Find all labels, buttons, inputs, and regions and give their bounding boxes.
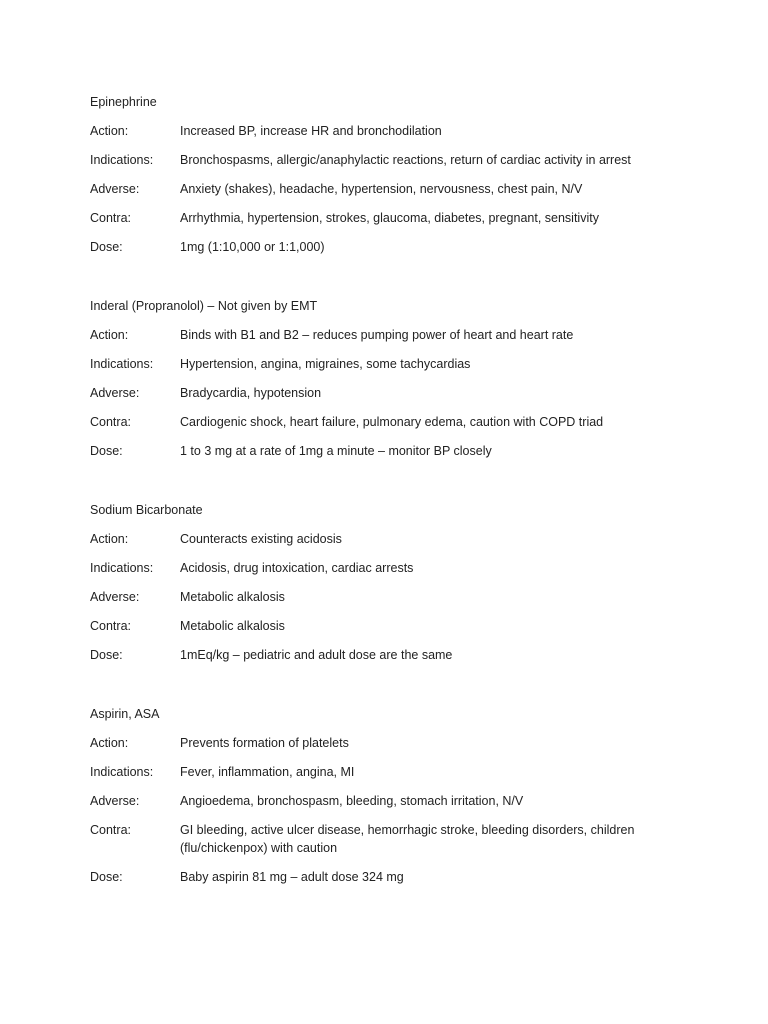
drug-title: Aspirin, ASA — [90, 707, 160, 721]
adverse-value: Bradycardia, hypotension — [180, 386, 322, 400]
action-value: Prevents formation of platelets — [180, 736, 349, 750]
indications-row — [90, 559, 690, 577]
contra-value: GI bleeding, active ulcer disease, hemorrhagic stroke, bleeding disorders, children (flu/chickenpox) with caution — [180, 823, 635, 855]
dose-row — [90, 442, 690, 460]
action-value: Binds with B1 and B2 – reduces pumping power of heart and heart rate — [180, 328, 574, 342]
indications-row — [90, 151, 690, 169]
adverse-label: Adverse: — [90, 182, 140, 196]
dose-value: Baby aspirin 81 mg – adult dose 324 mg — [180, 870, 404, 884]
indications-value: Acidosis, drug intoxication, cardiac arrests — [180, 561, 414, 575]
adverse-label: Adverse: — [90, 386, 140, 400]
action-label: Action: — [90, 532, 129, 546]
drug-section-sodium-bicarbonate — [90, 501, 690, 675]
indications-label: Indications: — [90, 561, 154, 575]
action-row — [90, 326, 690, 344]
action-row — [90, 734, 690, 752]
indications-row — [90, 355, 690, 373]
indications-value: Fever, inflammation, angina, MI — [180, 765, 355, 779]
action-value: Increased BP, increase HR and bronchodilation — [180, 124, 442, 138]
contra-row — [90, 617, 690, 635]
dose-label: Dose: — [90, 444, 123, 458]
dose-value: 1mg (1:10,000 or 1:1,000) — [180, 240, 325, 254]
indications-value: Hypertension, angina, migraines, some tachycardias — [180, 357, 471, 371]
adverse-row — [90, 384, 690, 402]
action-label: Action: — [90, 736, 129, 750]
indications-value: Bronchospasms, allergic/anaphylactic reactions, return of cardiac activity in arrest — [180, 153, 631, 167]
adverse-label: Adverse: — [90, 794, 140, 808]
contra-value: Metabolic alkalosis — [180, 619, 285, 633]
indications-row — [90, 763, 690, 781]
indications-label: Indications: — [90, 357, 154, 371]
drug-title: Sodium Bicarbonate — [90, 503, 203, 517]
contra-label: Contra: — [90, 415, 131, 429]
dose-label: Dose: — [90, 870, 123, 884]
dose-row — [90, 646, 690, 664]
dose-label: Dose: — [90, 648, 123, 662]
adverse-value: Angioedema, bronchospasm, bleeding, stomach irritation, N/V — [180, 794, 524, 808]
action-label: Action: — [90, 124, 129, 138]
contra-value: Cardiogenic shock, heart failure, pulmonary edema, caution with COPD triad — [180, 415, 604, 429]
action-row — [90, 530, 690, 548]
contra-row — [90, 209, 690, 227]
drug-section-aspirin — [90, 705, 690, 897]
drug-section-epinephrine — [90, 93, 690, 267]
contra-row — [90, 821, 690, 857]
adverse-value: Metabolic alkalosis — [180, 590, 285, 604]
adverse-row — [90, 180, 690, 198]
action-row — [90, 122, 690, 140]
dose-label: Dose: — [90, 240, 123, 254]
dose-row — [90, 868, 690, 886]
dose-value: 1 to 3 mg at a rate of 1mg a minute – monitor BP closely — [180, 444, 492, 458]
adverse-row — [90, 588, 690, 606]
adverse-label: Adverse: — [90, 590, 140, 604]
contra-value: Arrhythmia, hypertension, strokes, glaucoma, diabetes, pregnant, sensitivity — [180, 211, 599, 225]
dose-row — [90, 238, 690, 256]
adverse-value: Anxiety (shakes), headache, hypertension, nervousness, chest pain, N/V — [180, 182, 583, 196]
indications-label: Indications: — [90, 153, 154, 167]
drug-title: Inderal (Propranolol) – Not given by EMT — [90, 299, 318, 313]
dose-value: 1mEq/kg – pediatric and adult dose are the same — [180, 648, 453, 662]
contra-row — [90, 413, 690, 431]
indications-label: Indications: — [90, 765, 154, 779]
drug-title: Epinephrine — [90, 95, 157, 109]
drug-section-inderal — [90, 297, 690, 471]
contra-label: Contra: — [90, 823, 131, 837]
contra-label: Contra: — [90, 619, 131, 633]
action-label: Action: — [90, 328, 129, 342]
adverse-row — [90, 792, 690, 810]
action-value: Counteracts existing acidosis — [180, 532, 342, 546]
contra-label: Contra: — [90, 211, 131, 225]
